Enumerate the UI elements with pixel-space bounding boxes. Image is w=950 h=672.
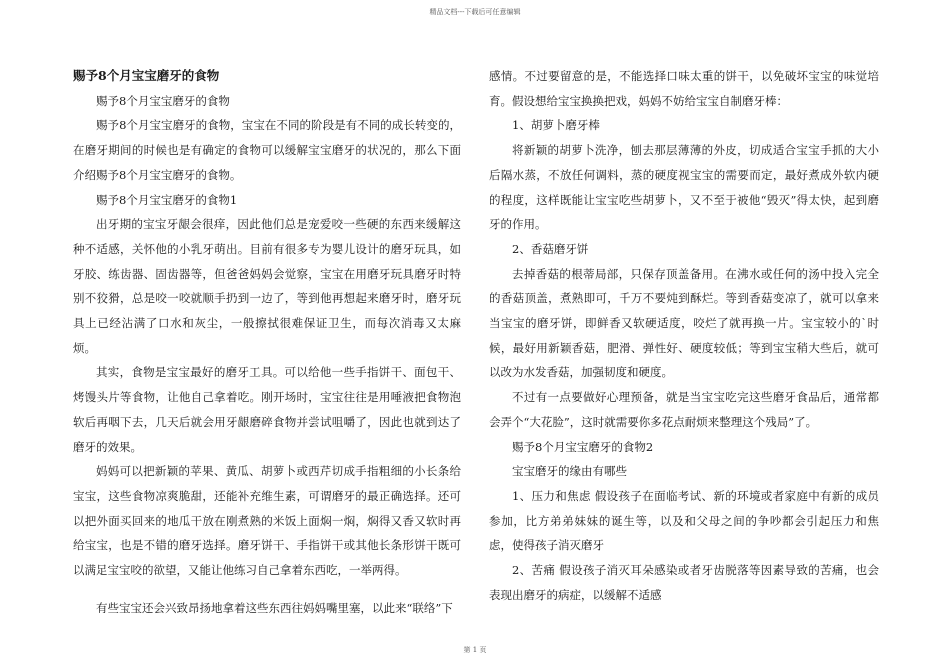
intro-paragraph: 赐予8个月宝宝磨牙的食物，宝宝在不同的阶段是有不同的成长转变的，在磨牙期间的时候也是有确定的食物可以缓解宝宝磨牙的状况的，那么下面介绍赐予8个月宝宝磨牙的食物。: [73, 118, 461, 182]
subtitle: 赐予8个月宝宝磨牙的食物: [96, 93, 230, 108]
paragraph-teething: 出牙期的宝宝牙龈会很痒，因此他们总是宠爱咬一些硬的东西来缓解这种不适感，关怀他的小乳牙萌出。目前有很多专为婴儿设计的磨牙玩具，如牙胶、练齿器、固齿器等，但爸爸妈妈会觉察，宝宝在用磨牙玩具磨牙时特别不狡猾，总是咬一咬就顺手扔到一边了，等到他再想起来磨牙时，磨牙玩具上已经沾满了口水和灰尘，一般擦拭很难保证卫生，而每次消毒又太麻烦。: [73, 217, 461, 355]
page-header: 精品文档---下载后可任意编辑: [429, 8, 521, 16]
subheading-causes: 宝宝磨牙的缘由有哪些: [512, 464, 627, 479]
left-column: [73, 64, 461, 620]
paragraph-carrot: 将新颖的胡萝卜洗净，刨去那层薄薄的外皮，切成适合宝宝手抓的大小后隔水蒸，不放任何调料，蒸的硬度视宝宝的需要而定，最好煮成外软内硬的程度，这样既能让宝宝吃些胡萝卜，又不至于被他“毁灭”得太快，起到磨牙的作用。: [489, 143, 879, 232]
paragraph-vegetables: 妈妈可以把新颖的苹果、黄瓜、胡萝卜或西芹切成手指粗细的小长条给宝宝，这些食物凉爽脆甜，还能补充维生素，可谓磨牙的最正确选择。还可以把外面买回来的地瓜干放在刚煮熟的米饭上面焖一焖，焖得又香又软时再给宝宝，也是不错的磨牙选择。磨牙饼干、手指饼干或其他长条形饼干既可以满足宝宝咬的欲望，又能让他练习自己拿着东西吃，一举两得。: [73, 464, 461, 578]
paragraph-continued: 感情。不过要留意的是，不能选择口味太重的饼干，以免破坏宝宝的味觉培育。假设想给宝宝换换把戏，妈妈不妨给宝宝自制磨牙棒：: [489, 69, 879, 108]
paragraph-food-tools: 其实，食物是宝宝最好的磨牙工具。可以给他一些手指饼干、面包干、烤馒头片等食物，让他自己拿着吃。刚开场时，宝宝往往是用唾液把食物泡软后再咽下去，几天后就会用牙龈磨碎食物并尝试咀嚼了，因此也就到达了磨牙的效果。: [73, 365, 461, 454]
list-item-stress: 1、压力和焦虑 假设孩子在面临考试、新的环境或者家庭中有新的成员参加，比方弟弟妹妹的诞生等，以及和父母之间的争吵都会引起压力和焦虑，使得孩子消灭磨牙: [489, 488, 879, 553]
list-item-carrot-stick: 1、胡萝卜磨牙棒: [512, 118, 600, 133]
paragraph-feeding-mom: 有些宝宝还会兴致昂扬地拿着这些东西往妈妈嘴里塞，以此来“联络”下: [96, 600, 453, 615]
section-heading-1: 赐予8个月宝宝磨牙的食物1: [96, 192, 238, 207]
paragraph-mushroom: 去掉香菇的根蒂局部，只保存顶盖备用。在沸水或任何的汤中投入完全的香菇顶盖，煮熟即可，千万不要炖到酥烂。等到香菇变凉了，就可以拿来当宝宝的磨牙饼，即鲜香又软硬适度，咬烂了就再换一片。宝宝较小的`时候，最好用新颖香菇，肥滑、弹性好、硬度较低；等到宝宝稍大些后，就可以改为水发香菇，加强韧度和硬度。: [489, 266, 879, 380]
list-item-mushroom-biscuit: 2、香菇磨牙饼: [512, 241, 589, 256]
paragraph-messy-face: 不过有一点要做好心理预备，就是当宝宝吃完这些磨牙食品后，通常都会弄个“大花脸”，这时就需要你多花点耐烦来整理这个残局”了。: [489, 390, 879, 429]
page-number: 第 1 页: [463, 646, 487, 654]
right-column: [489, 64, 879, 607]
document-title: 赐予8个月宝宝磨牙的食物: [73, 68, 220, 83]
list-item-pain: 2、苦痛 假设孩子消灭耳朵感染或者牙齿脱落等因素导致的苦痛，也会表现出磨牙的病症，以缓解不适感: [489, 563, 879, 602]
section-heading-2: 赐予8个月宝宝磨牙的食物2: [512, 439, 654, 454]
